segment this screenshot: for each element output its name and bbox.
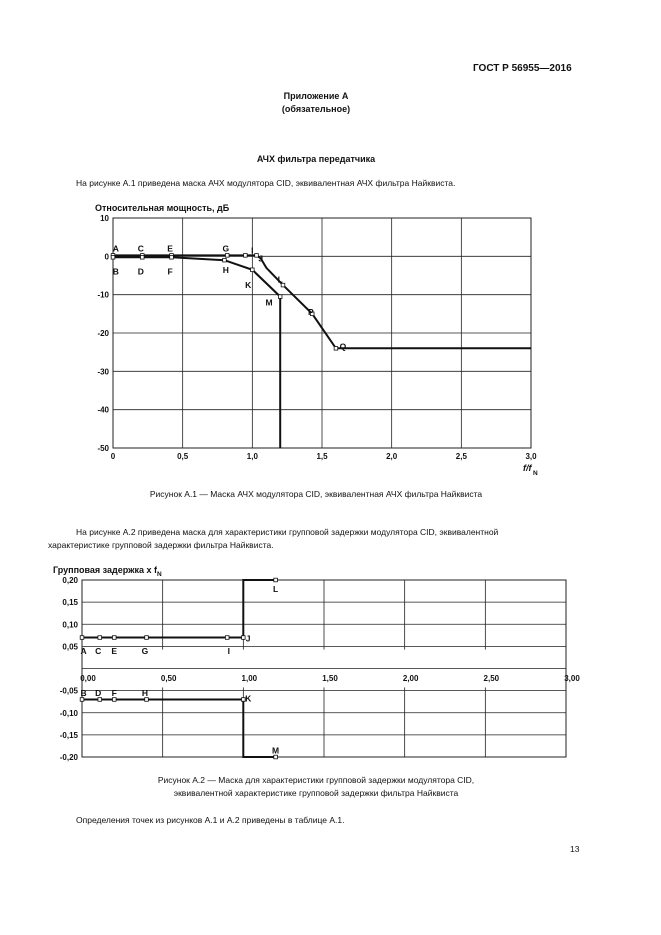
point-marker [112, 636, 116, 640]
y-axis-label: Групповая задержка x f [53, 565, 158, 575]
paragraph-table-reference: Определения точек из рисунков А.1 и А.2 приведены в таблице А.1. [76, 815, 345, 825]
y-tick-label: 10 [100, 214, 109, 223]
figure-1-caption: Рисунок А.1 — Маска АЧХ модулятора CID, эквивалентная АЧХ фильтра Найквиста [149, 489, 483, 499]
y-tick-label: -20 [97, 329, 109, 338]
point-label: I [227, 645, 231, 656]
y-tick-label: -0,05 [59, 686, 78, 696]
point-label: E [111, 645, 118, 656]
point-label: A [80, 645, 87, 656]
y-tick-label: -40 [97, 405, 109, 415]
point-label: H [222, 264, 229, 275]
y-tick-label: -0,10 [59, 708, 78, 718]
point-label: B [80, 687, 87, 698]
point-label: L [272, 583, 279, 594]
point-label: Q [339, 341, 347, 352]
y-tick-label: 0,10 [62, 620, 78, 630]
y-axis-label: Относительная мощность, дБ [95, 203, 230, 213]
y-tick-label: -0,15 [59, 730, 78, 740]
x-tick-label: 1,5 [316, 452, 328, 461]
point-label: M [265, 297, 273, 308]
x-axis-label-subscript: N [533, 470, 538, 477]
x-tick-label: 0,5 [177, 452, 189, 461]
point-label: F [167, 266, 173, 277]
y-tick-label: -50 [97, 444, 109, 453]
y-tick-label: 0,15 [62, 598, 78, 608]
point-marker [274, 578, 278, 582]
point-label: B [112, 266, 119, 277]
point-marker [98, 636, 102, 640]
point-marker [80, 698, 84, 702]
paragraph-fig2-intro-line1: На рисунке А.2 приведена маска для характеристики групповой задержки модулятора CID, эквивалентной [76, 527, 499, 537]
point-label: P [308, 306, 314, 317]
point-label: H [141, 687, 148, 698]
point-label: I [251, 245, 254, 256]
paragraph-fig1-intro: На рисунке А.1 приведена маска АЧХ модулятора CID, эквивалентная АЧХ фильтра Найквиста. [76, 178, 456, 188]
y-tick-label: -30 [97, 367, 109, 377]
mask-line [82, 580, 279, 638]
y-tick-label: -0,20 [59, 753, 78, 762]
x-axis-label: f/f [523, 463, 532, 473]
mask-line [82, 700, 276, 758]
annex-status: (обязательное) [281, 104, 351, 114]
point-label: A [112, 243, 119, 254]
x-tick-label: 0,50 [160, 674, 177, 683]
figure-2-caption-line1: Рисунок А.2 — Маска для характеристики групповой задержки модулятора CID, [157, 775, 475, 785]
point-marker [98, 698, 102, 702]
point-marker [225, 636, 229, 640]
point-label: C [95, 645, 102, 656]
point-label: E [167, 243, 173, 254]
annex-title: Приложение А [283, 91, 349, 101]
section-title: АЧХ фильтра передатчика [256, 154, 376, 164]
point-label: G [141, 645, 149, 656]
point-label: D [137, 266, 144, 277]
x-tick-label: 3,00 [564, 674, 580, 683]
x-tick-label: 1,00 [241, 674, 258, 683]
point-label: F [111, 687, 117, 698]
x-tick-label: 0,00 [80, 674, 96, 683]
x-tick-label: 1,50 [322, 674, 338, 683]
x-tick-label: 2,0 [386, 452, 398, 461]
page-number: 13 [570, 844, 580, 854]
point-label: G [222, 243, 230, 254]
point-label: C [137, 243, 144, 254]
point-marker [80, 636, 84, 640]
y-tick-label: 0,20 [62, 576, 78, 585]
y-tick-label: -10 [97, 290, 109, 300]
x-tick-label: 2,50 [483, 674, 500, 683]
point-label: L [277, 274, 283, 285]
x-tick-label: 1,0 [246, 452, 258, 461]
x-tick-label: 0 [110, 452, 116, 461]
y-axis-label-subscript: N [157, 571, 162, 578]
point-marker [274, 755, 278, 759]
y-tick-label: 0,05 [62, 642, 78, 652]
point-marker [145, 698, 149, 702]
figure-2-caption-line2: эквивалентной характеристике групповой задержки фильтра Найквиста [173, 788, 459, 798]
point-label: K [245, 693, 252, 704]
point-label: M [272, 745, 280, 756]
point-marker [242, 636, 246, 640]
x-tick-label: 2,5 [455, 452, 467, 461]
point-label: J [258, 253, 264, 264]
y-tick-label: 0 [104, 252, 109, 262]
point-label: J [245, 633, 251, 644]
point-label: D [95, 687, 102, 698]
x-tick-label: 3,0 [525, 452, 537, 461]
standard-number: ГОСТ Р 56955—2016 [473, 63, 572, 74]
x-tick-label: 2,00 [402, 674, 419, 683]
point-marker [145, 636, 149, 640]
point-label: K [245, 280, 252, 291]
paragraph-fig2-intro-line2: характеристике групповой задержки фильтра Найквиста. [48, 540, 274, 550]
point-marker [112, 698, 116, 702]
